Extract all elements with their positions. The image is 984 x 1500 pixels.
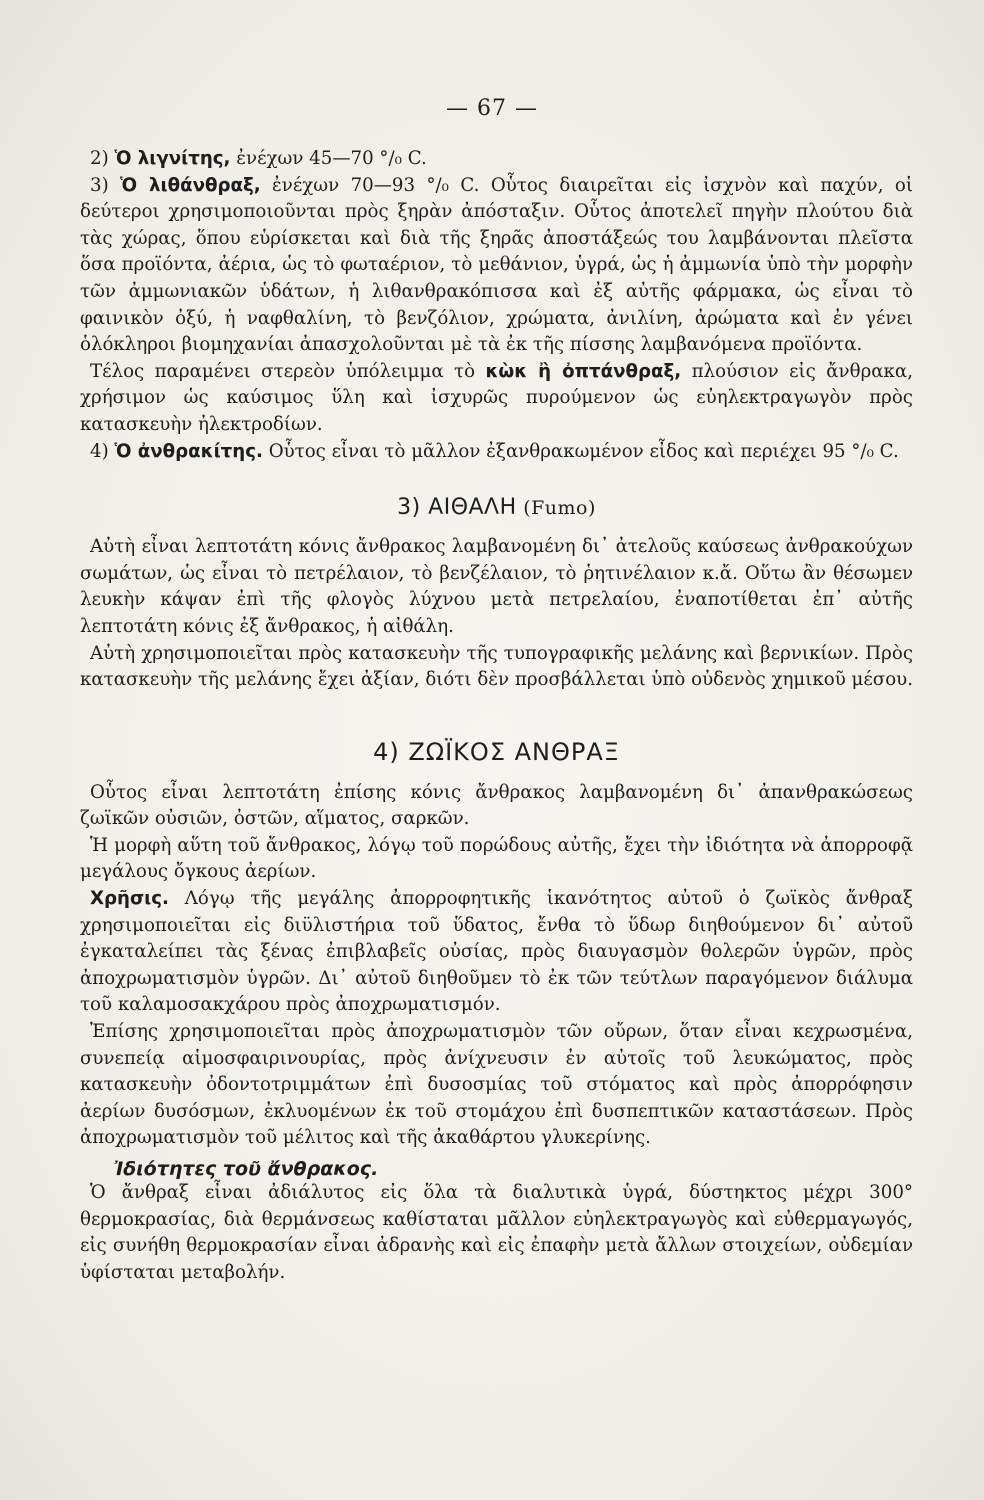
- paragraph-use: Χρῆσις. Λόγῳ τῆς μεγάλης ἀπορροφητικῆς ἱκανότητος αὐτοῦ ὁ ζωϊκὸς ἄνθραξ χρησιμοποιεῖται εἰς διϋλιστήρια τοῦ ὕδατος, ἔνθα τὸ ὕδωρ διηθούμενον δι᾽ αὐτοῦ ἐγκαταλείπει τὰς ξένας ἐπιβλαβεῖς οὐσίας, πρὸς διαυγασμὸν θολερῶν ὑγρῶν, πρὸς ἀποχρωματισμὸν ὑγρῶν. Δι᾽ αὐτοῦ διηθοῦμεν τὸ ἐκ τῶν τεύτλων παραγόμενον διάλυμα τοῦ καλαμοσακχάρου πρὸς ἀποχρωματισμόν.: [80, 888, 913, 1016]
- page-number: — 67 —: [446, 96, 538, 121]
- term-coal: Ὁ λιθάνθραξ,: [120, 174, 261, 196]
- subheading-properties: Ἰδιότητες τοῦ ἄνθρακος.: [114, 1158, 379, 1180]
- list-item-anthracite: 4) Ὁ ἀνθρακίτης. Οὗτος εἶναι τὸ μᾶλλον ἐξανθρακωμένον εἶδος καὶ περιέχει 95 °/₀ C.: [90, 440, 899, 462]
- term-anthracite: Ὁ ἀνθρακίτης.: [114, 440, 263, 462]
- section-heading-animal-charcoal: 4) ΖΩΪΚΟΣ ΑΝΘΡΑΞ: [373, 737, 620, 766]
- body-text: [80, 146, 913, 1286]
- paragraph-animal-1: Οὗτος εἶναι λεπτοτάτη ἐπίσης κόνις ἄνθρακος λαμβανομένη δι᾽ ἀπανθρακώσεως ζωϊκῶν οὐσιῶν, ὀστῶν, αἵματος, σαρκῶν.: [80, 781, 913, 830]
- list-item-coal: 3) Ὁ λιθάνθραξ, ἐνέχων 70—93 °/₀ C. Οὗτος διαιρεῖται εἰς ἰσχνὸν καὶ παχύν, οἱ δεύτεροι χρησιμοποιοῦνται πρὸς ξηρὰν ἀπόσταξιν. Οὗτος ἀποτελεῖ πηγὴν πλούτου διὰ τὰς χώρας, ὅπου εὑρίσκεται καὶ διὰ τῆς ξηρᾶς ἀποστάξεώς του λαμβάνονται πλεῖστα ὅσα προϊόντα, ἀέρια, ὡς τὸ φωταέριον, τὸ μεθάνιον, ὑγρά, ὡς ἡ ἀμμωνία ὑπὸ τὴν μορφὴν τῶν ἀμμωνιακῶν ὑδάτων, ἡ λιθανθρακόπισσα καὶ ἐξ αὐτῆς φάρμακα, ὡς εἶναι τὸ φαινικὸν ὀξύ, ἡ ναφθαλίνη, τὸ βενζόλιον, χρώματα, ἀνιλίνη, ἀρώματα καὶ ἐν γένει ὁλόκληροι βιομηχανίαι ἀπασχολοῦνται μὲ τὰ ἐκ τῆς πίσσης λαμβανόμενα προϊόντα.: [80, 174, 913, 356]
- list-item-lignite: 2) Ὁ λιγνίτης, ἐνέχων 45—70 °/₀ C.: [90, 148, 427, 169]
- paragraph-animal-2: Ἡ μορφὴ αὕτη τοῦ ἄνθρακος, λόγῳ τοῦ πορώδους αὐτῆς, ἔχει τὴν ἰδιότητα νὰ ἀπορροφᾷ μεγάλους ὄγκους ἀερίων.: [80, 834, 913, 883]
- paragraph-soot-2: Αὐτὴ χρησιμοποιεῖται πρὸς κατασκευὴν τῆς τυπογραφικῆς μελάνης καὶ βερνικίων. Πρὸς κατασκευὴν τῆς μελάνης ἔχει ἀξίαν, διότι δὲν προσβάλλεται ὑπὸ οὐδενὸς χημικοῦ μέσου.: [80, 642, 913, 691]
- paragraph-properties: Ὁ ἄνθραξ εἶναι ἀδιάλυτος εἰς ὅλα τὰ διαλυτικὰ ὑγρά, δύστηκτος μέχρι 300° θερμοκρασίας, διὰ θερμάνσεως καθίσταται μᾶλλον εὐηλεκτραγωγὸς καὶ εὐθερμαγωγός, εἰς συνήθη θερμοκρασίαν εἶναι ἀδρανὴς καὶ εἰς ἐπαφὴν μετὰ ἄλλων στοιχείων, οὐδεμίαν ὑφίσταται μεταβολήν.: [80, 1182, 913, 1283]
- term-coke: κὼκ ἢ ὀπτάνθραξ,: [485, 360, 682, 382]
- paragraph-coke: Τέλος παραμένει στερεὸν ὑπόλειμμα τὸ κὼκ ἢ ὀπτάνθραξ, πλούσιον εἰς ἄνθρακα, χρήσιμον ὡς καύσιμος ὕλη καὶ ἰσχυρῶς πυρούμενον ὡς εὐηλεκτραγωγὸν πρὸς κατασκευὴν ἠλεκτροδίων.: [80, 360, 913, 435]
- paragraph-soot-1: Αὐτὴ εἶναι λεπτοτάτη κόνις ἄνθρακος λαμβανομένη δι᾽ ἀτελοῦς καύσεως ἀνθρακούχων σωμάτων, ὡς εἶναι τὸ πετρέλαιον, τὸ βενζέλαιον, τὸ ῥητινέλαιον κ.ἄ. Οὕτω ἂν θέσωμεν λευκὴν κάψαν ἐπὶ τῆς φλογὸς λύχνου μετὰ πετρελαίου, ἐναποτίθεται ἐπ᾽ αὐτῆς λεπτοτάτη κόνις ἐξ ἄνθρακος, ἡ αἰθάλη.: [80, 536, 913, 637]
- use-label: Χρῆσις.: [90, 888, 169, 910]
- paragraph-animal-4: Ἐπίσης χρησιμοποιεῖται πρὸς ἀποχρωματισμὸν τῶν οὔρων, ὅταν εἶναι κεχρωσμένα, συνεπείᾳ αἱμοσφαιρινουρίας, πρὸς ἀνίχνευσιν ἐν αὐτοῖς τοῦ λευκώματος, πρὸς κατασκευὴν ὀδοντοτριμμάτων ἐπὶ δυσοσμίας τοῦ στόματος καὶ πρὸς ἀπορρόφησιν ἀερίων δυσόσμων, ἐκλυομένων ἐκ τοῦ στομάχου ἐπὶ δυσπεπτικῶν καταστάσεων. Πρὸς ἀποχρωματισμὸν τοῦ μέλιτος καὶ τῆς ἀκαθάρτου γλυκερίνης.: [80, 1021, 913, 1149]
- section-heading-soot: 3) ΑΙΘΑΛΗ (Fumo): [397, 495, 596, 521]
- term-lignite: Ὁ λιγνίτης,: [114, 148, 231, 169]
